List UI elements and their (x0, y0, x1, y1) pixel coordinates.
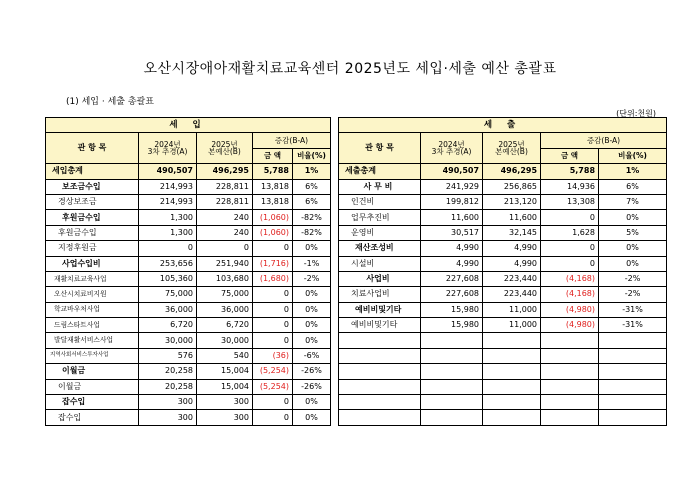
expense-2024-cell: 4,990 (421, 256, 483, 271)
expense-amount-header: 금 액 (541, 148, 599, 163)
table-row (46, 287, 667, 302)
expense-2024-cell (421, 410, 483, 425)
revenue-2025-cell: 251,940 (197, 256, 253, 271)
revenue-account-cell: 잡수입 (46, 395, 139, 410)
expense-change-amount-cell: 0 (541, 256, 599, 271)
table-row (46, 179, 667, 194)
expense-2024-cell: 30,517 (421, 225, 483, 240)
expense-change-rate-cell (599, 410, 667, 425)
table-row (46, 348, 667, 363)
expense-account-cell: 사업비 (339, 271, 421, 286)
expense-change-amount-cell (541, 348, 599, 363)
expense-account-cell: 사 무 비 (339, 179, 421, 194)
expense-account-cell: 인건비 (339, 194, 421, 209)
expense-2025-cell: 11,000 (483, 302, 541, 317)
revenue-2025-cell: 0 (197, 241, 253, 256)
expense-2025-cell: 4,990 (483, 256, 541, 271)
revenue-2024-cell: 300 (139, 410, 197, 425)
revenue-change-rate-cell: -6% (293, 348, 331, 363)
revenue-change-rate-cell: 0% (293, 287, 331, 302)
total-row (46, 164, 667, 179)
expense-change-amount-cell: 14,936 (541, 179, 599, 194)
table-row (46, 410, 667, 425)
revenue-2025-cell: 36,000 (197, 302, 253, 317)
expense-change-rate-cell: 0% (599, 256, 667, 271)
revenue-account-cell: 재활치료교육사업 (46, 271, 139, 286)
revenue-account-cell: 학교바우처사업 (46, 302, 139, 317)
expense-2025-cell: 11,000 (483, 318, 541, 333)
revenue-change-rate-cell: 6% (293, 179, 331, 194)
table-row (46, 256, 667, 271)
revenue-change-rate-cell: -82% (293, 210, 331, 225)
expense-change-rate-cell: 6% (599, 179, 667, 194)
expense-2024-cell: 241,929 (421, 179, 483, 194)
expense-account-cell (339, 333, 421, 348)
expense-account-cell: 시설비 (339, 256, 421, 271)
revenue-2024-cell: 36,000 (139, 302, 197, 317)
revenue-2025-cell: 300 (197, 410, 253, 425)
revenue-2024-cell: 1,300 (139, 210, 197, 225)
revenue-2025-cell: 228,811 (197, 194, 253, 209)
revenue-change-amount-cell: (1,060) (253, 225, 293, 240)
revenue-2024-cell: 0 (139, 241, 197, 256)
expense-account-header: 관 항 목 (339, 133, 421, 164)
revenue-change-amount-cell: (5,254) (253, 379, 293, 394)
revenue-change-rate-cell: 1% (293, 164, 331, 179)
expense-2025-cell (483, 395, 541, 410)
header-row-middle (46, 133, 667, 148)
expense-account-cell: 예비비및기타 (339, 318, 421, 333)
expense-rate-header: 비율(%) (599, 148, 667, 163)
expense-change-amount-cell (541, 364, 599, 379)
table-row (46, 225, 667, 240)
revenue-account-cell: 후원금수입 (46, 225, 139, 240)
expense-account-cell: 업무추진비 (339, 210, 421, 225)
expense-2025-cell: 4,990 (483, 241, 541, 256)
revenue-change-header: 증감(B-A) (253, 133, 331, 148)
expense-change-rate-cell (599, 379, 667, 394)
expense-change-amount-cell: 1,628 (541, 225, 599, 240)
revenue-account-cell: 오산시치료비지원 (46, 287, 139, 302)
budget-summary-table (45, 117, 667, 426)
revenue-amount-header: 금 액 (253, 148, 293, 163)
revenue-account-cell: 드림스타트사업 (46, 318, 139, 333)
expense-account-cell (339, 410, 421, 425)
revenue-change-rate-cell: 0% (293, 410, 331, 425)
expense-2025-cell (483, 410, 541, 425)
revenue-change-rate-cell: 0% (293, 318, 331, 333)
section-subtitle: (1) 세입 · 세출 총괄표 (66, 97, 154, 107)
table-row (46, 302, 667, 317)
expense-account-cell (339, 395, 421, 410)
revenue-2025-cell: 300 (197, 395, 253, 410)
expense-account-cell: 세출총계 (339, 164, 421, 179)
revenue-2025-cell: 496,295 (197, 164, 253, 179)
revenue-2024-cell: 214,993 (139, 194, 197, 209)
revenue-2024-cell: 6,720 (139, 318, 197, 333)
table-row (46, 271, 667, 286)
expense-header: 세 출 (339, 118, 667, 133)
expense-2024-cell (421, 364, 483, 379)
expense-2025-cell: 213,120 (483, 194, 541, 209)
expense-2024-cell: 15,980 (421, 318, 483, 333)
revenue-rate-header: 비율(%) (293, 148, 331, 163)
revenue-account-cell: 사업수입비 (46, 256, 139, 271)
revenue-2024-cell: 75,000 (139, 287, 197, 302)
expense-2024-cell: 490,507 (421, 164, 483, 179)
expense-2025-cell: 223,440 (483, 287, 541, 302)
expense-change-rate-cell: 5% (599, 225, 667, 240)
expense-2024-cell: 11,600 (421, 210, 483, 225)
expense-account-cell: 재산조성비 (339, 241, 421, 256)
revenue-2024-cell: 214,993 (139, 179, 197, 194)
revenue-2024-cell: 105,360 (139, 271, 197, 286)
revenue-change-amount-cell: (1,716) (253, 256, 293, 271)
expense-account-cell: 치료사업비 (339, 287, 421, 302)
revenue-2024-header: 2024년 3차 추경(A) (139, 133, 197, 164)
expense-2025-cell: 32,145 (483, 225, 541, 240)
revenue-change-amount-cell: 0 (253, 410, 293, 425)
revenue-account-cell: 발달재활서비스사업 (46, 333, 139, 348)
revenue-change-amount-cell: 5,788 (253, 164, 293, 179)
expense-account-cell (339, 379, 421, 394)
expense-2025-cell (483, 348, 541, 363)
revenue-change-amount-cell: (1,680) (253, 271, 293, 286)
revenue-2024-cell: 490,507 (139, 164, 197, 179)
revenue-change-rate-cell: -2% (293, 271, 331, 286)
revenue-2024-cell: 1,300 (139, 225, 197, 240)
expense-2025-cell: 496,295 (483, 164, 541, 179)
revenue-change-amount-cell: 0 (253, 241, 293, 256)
expense-change-amount-cell (541, 395, 599, 410)
expense-change-rate-cell (599, 333, 667, 348)
revenue-account-cell: 잡수입 (46, 410, 139, 425)
table-row (46, 333, 667, 348)
revenue-2024-cell: 30,000 (139, 333, 197, 348)
revenue-change-rate-cell: 0% (293, 395, 331, 410)
expense-change-amount-cell (541, 410, 599, 425)
revenue-2025-cell: 6,720 (197, 318, 253, 333)
revenue-change-amount-cell: 0 (253, 287, 293, 302)
revenue-change-rate-cell: -26% (293, 379, 331, 394)
revenue-account-cell: 보조금수입 (46, 179, 139, 194)
expense-2025-cell: 256,865 (483, 179, 541, 194)
revenue-change-amount-cell: 13,818 (253, 179, 293, 194)
revenue-account-cell: 지역사회서비스투자사업 (46, 348, 139, 363)
expense-2024-cell (421, 395, 483, 410)
revenue-change-rate-cell: 0% (293, 302, 331, 317)
expense-change-rate-cell: 0% (599, 241, 667, 256)
expense-2024-cell: 227,608 (421, 287, 483, 302)
expense-change-rate-cell: 0% (599, 210, 667, 225)
expense-account-cell: 운영비 (339, 225, 421, 240)
expense-2025-cell: 223,440 (483, 271, 541, 286)
expense-account-cell (339, 348, 421, 363)
expense-2025-header: 2025년 본예산(B) (483, 133, 541, 164)
expense-change-rate-cell: 7% (599, 194, 667, 209)
expense-change-rate-cell: 1% (599, 164, 667, 179)
revenue-change-amount-cell: 0 (253, 318, 293, 333)
expense-change-amount-cell (541, 379, 599, 394)
expense-2024-cell: 15,980 (421, 302, 483, 317)
table-row (46, 241, 667, 256)
expense-2025-cell (483, 379, 541, 394)
revenue-change-rate-cell: -82% (293, 225, 331, 240)
expense-2024-cell (421, 333, 483, 348)
expense-2024-cell (421, 379, 483, 394)
expense-2024-cell (421, 348, 483, 363)
expense-change-amount-cell: (4,980) (541, 302, 599, 317)
revenue-account-header: 관 항 목 (46, 133, 139, 164)
revenue-change-rate-cell: 0% (293, 241, 331, 256)
revenue-2025-cell: 30,000 (197, 333, 253, 348)
expense-change-rate-cell: -2% (599, 287, 667, 302)
expense-change-amount-cell: (4,168) (541, 287, 599, 302)
revenue-account-cell: 이월금 (46, 364, 139, 379)
expense-change-rate-cell (599, 364, 667, 379)
expense-2024-header: 2024년 3차 추경(A) (421, 133, 483, 164)
page-title: 오산시장애아재활치료교육센터 2025년도 세입·세출 예산 총괄표 (143, 61, 557, 77)
revenue-2025-cell: 15,004 (197, 379, 253, 394)
revenue-2025-cell: 240 (197, 210, 253, 225)
table-row (46, 364, 667, 379)
header-row-top (46, 118, 667, 133)
revenue-change-rate-cell: 0% (293, 333, 331, 348)
revenue-2025-cell: 228,811 (197, 179, 253, 194)
revenue-2024-cell: 300 (139, 395, 197, 410)
expense-change-amount-cell: (4,980) (541, 318, 599, 333)
revenue-2025-cell: 103,680 (197, 271, 253, 286)
expense-2024-cell: 4,990 (421, 241, 483, 256)
expense-change-amount-cell: 13,308 (541, 194, 599, 209)
expense-2025-cell: 11,600 (483, 210, 541, 225)
expense-2025-cell (483, 333, 541, 348)
revenue-2025-cell: 75,000 (197, 287, 253, 302)
expense-change-amount-cell (541, 333, 599, 348)
revenue-header: 세 입 (46, 118, 331, 133)
revenue-2025-cell: 15,004 (197, 364, 253, 379)
revenue-2024-cell: 20,258 (139, 379, 197, 394)
expense-2025-cell (483, 364, 541, 379)
expense-change-rate-cell (599, 395, 667, 410)
revenue-2024-cell: 576 (139, 348, 197, 363)
revenue-change-rate-cell: -26% (293, 364, 331, 379)
revenue-account-cell: 지정후원금 (46, 241, 139, 256)
table-row (46, 318, 667, 333)
revenue-change-amount-cell: 0 (253, 302, 293, 317)
revenue-change-amount-cell: (1,060) (253, 210, 293, 225)
revenue-change-amount-cell: 0 (253, 395, 293, 410)
revenue-change-rate-cell: 6% (293, 194, 331, 209)
revenue-2025-cell: 540 (197, 348, 253, 363)
expense-change-amount-cell: 0 (541, 241, 599, 256)
expense-2024-cell: 199,812 (421, 194, 483, 209)
expense-change-rate-cell: -31% (599, 302, 667, 317)
revenue-2024-cell: 253,656 (139, 256, 197, 271)
revenue-account-cell: 경상보조금 (46, 194, 139, 209)
revenue-2025-header: 2025년 본예산(B) (197, 133, 253, 164)
revenue-2024-cell: 20,258 (139, 364, 197, 379)
revenue-account-cell: 이월금 (46, 379, 139, 394)
expense-change-amount-cell: (4,168) (541, 271, 599, 286)
revenue-2025-cell: 240 (197, 225, 253, 240)
revenue-account-cell: 후원금수입 (46, 210, 139, 225)
table-row (46, 194, 667, 209)
expense-change-header: 증감(B-A) (541, 133, 667, 148)
expense-change-amount-cell: 0 (541, 210, 599, 225)
unit-label: (단위:천원) (616, 109, 656, 118)
expense-account-cell (339, 364, 421, 379)
revenue-account-cell: 세입총계 (46, 164, 139, 179)
expense-change-amount-cell: 5,788 (541, 164, 599, 179)
expense-change-rate-cell: -31% (599, 318, 667, 333)
revenue-change-amount-cell: 0 (253, 333, 293, 348)
table-row (46, 395, 667, 410)
revenue-change-rate-cell: -1% (293, 256, 331, 271)
expense-2024-cell: 227,608 (421, 271, 483, 286)
revenue-change-amount-cell: (5,254) (253, 364, 293, 379)
expense-change-rate-cell (599, 348, 667, 363)
table-row (46, 379, 667, 394)
table-row (46, 210, 667, 225)
expense-change-rate-cell: -2% (599, 271, 667, 286)
revenue-change-amount-cell: 13,818 (253, 194, 293, 209)
revenue-change-amount-cell: (36) (253, 348, 293, 363)
expense-account-cell: 예비비및기타 (339, 302, 421, 317)
